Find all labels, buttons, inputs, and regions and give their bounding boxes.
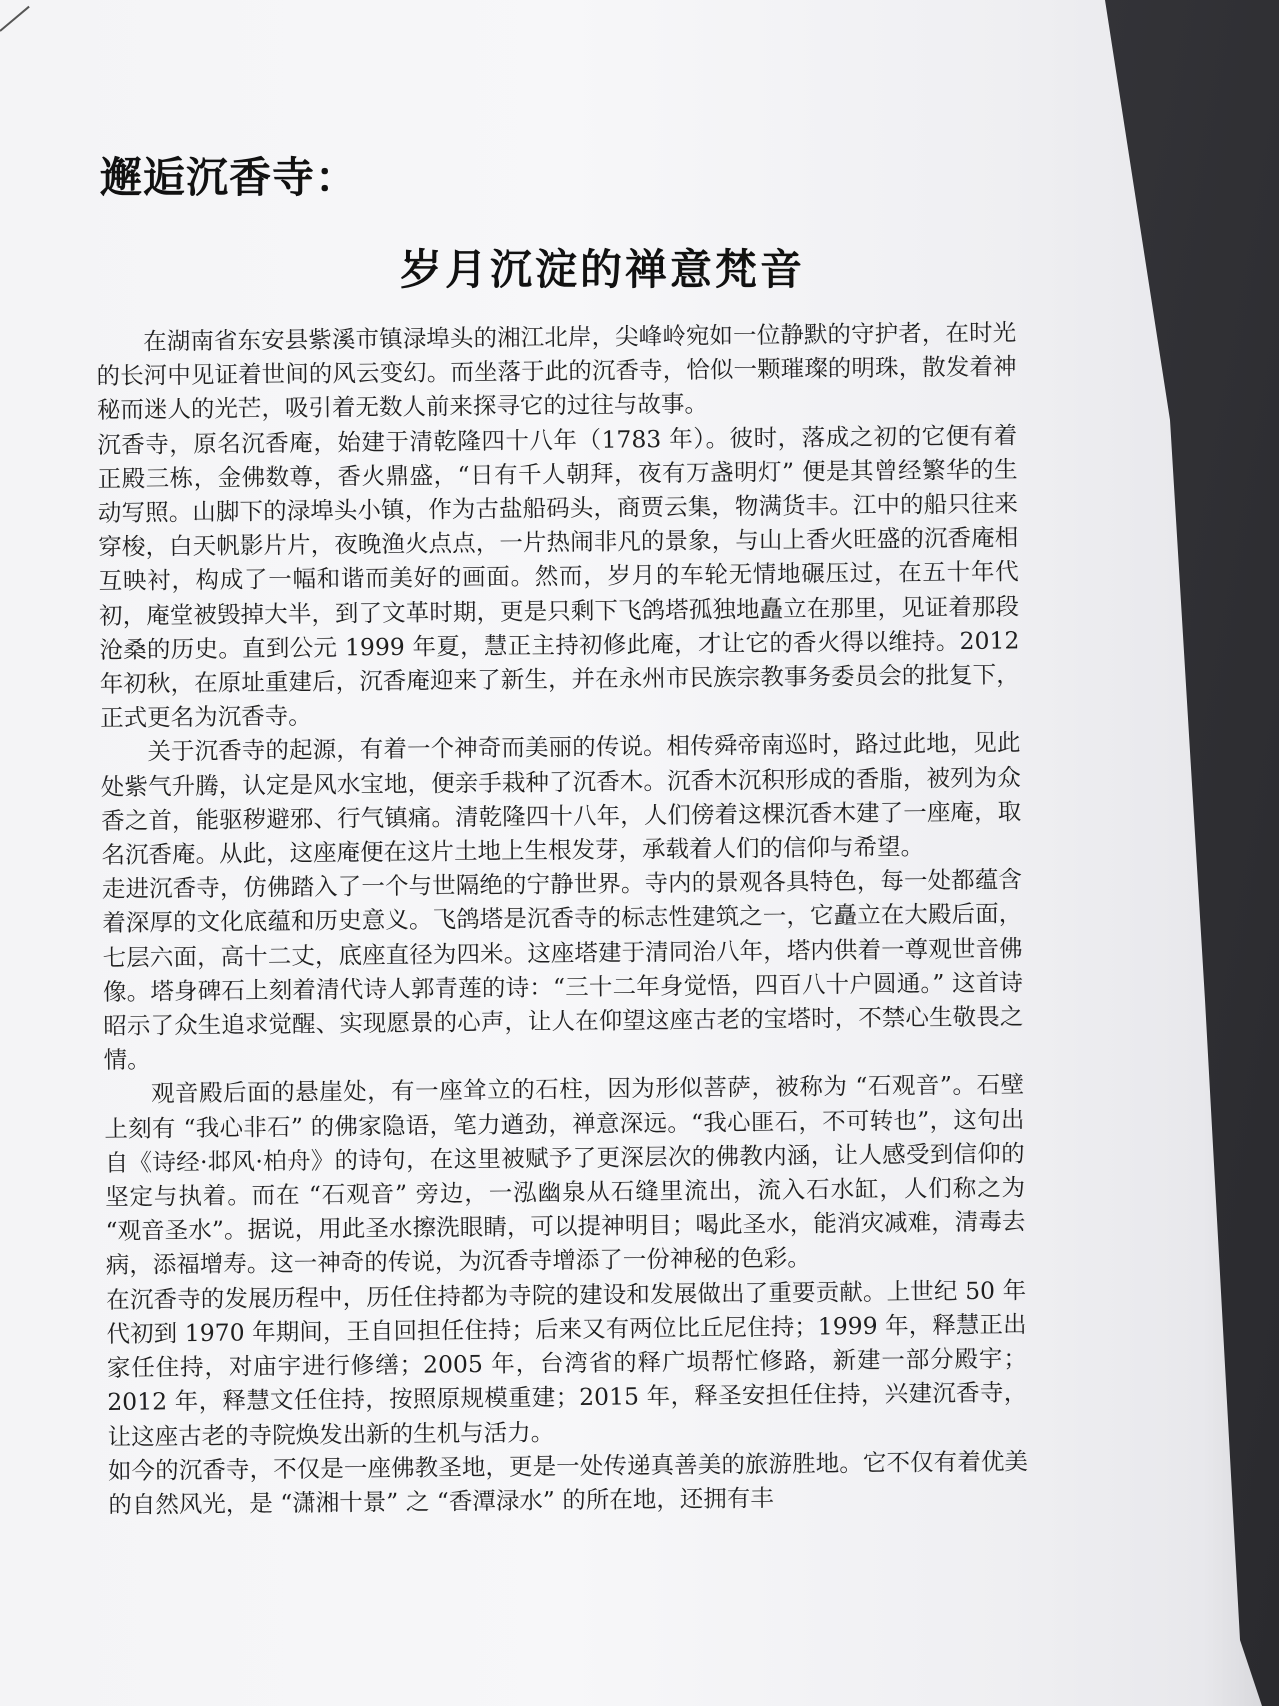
paragraph-6: 在沉香寺的发展历程中，历任住持都为寺院的建设和发展做出了重要贡献。上世纪 50 年代初到 1970 年期间，王自回担任住持；后来又有两位比丘尼住持；1999 年，释慧正出家任住持，对庙宇进行修缮；2005 年，台湾省的释广埙帮忙修路，新建一部分殿宇；2012 年，释慧文任住持，按照原规模重建；2015 年，释圣安担任住持，兴建沉香寺，让这座古老的寺院焕发出新的生机与活力。 [106, 1276, 1028, 1451]
article-body [96, 315, 1028, 1522]
title-line-1: 邂逅沉香寺： [100, 153, 359, 202]
paragraph-1: 在湖南省东安县紫溪市镇渌埠头的湘江北岸，尖峰岭宛如一位静默的守护者，在时光的长河中见证着世间的风云变幻。而坐落于此的沉香寺，恰似一颗璀璨的明珠，散发着神秘而迷人的光芒，吸引着无数人前来探寻它的过往与故事。 [96, 318, 1017, 425]
paragraph-5: 观音殿后面的悬崖处，有一座耸立的石柱，因为形似菩萨，被称为 “石观音”。石壁上刻有 “我心非石” 的佛家隐语，笔力遒劲，禅意深远。“我心匪石，不可转也”，这句出自《诗经·邶风·柏舟》的诗句，在这里被赋予了更深层次的佛教内涵，让人感受到信仰的坚定与执着。而在 “石观音” 旁边，一泓幽泉从石缝里流出，流入石水缸，人们称之为 “观音圣水”。据说，用此圣水擦洗眼睛，可以提神明目；喝此圣水，能消灾减难，清毒去病，添福增寿。这一神奇的传说，为沉香寺增添了一份神秘的色彩。 [104, 1070, 1026, 1280]
title-line-2: 岁月沉淀的禅意梵音 [400, 245, 806, 294]
paragraph-4: 走进沉香寺，仿佛踏入了一个与世隔绝的宁静世界。寺内的景观各具特色，每一处都蕴含着深厚的文化底蕴和历史意义。飞鸽塔是沉香寺的标志性建筑之一，它矗立在大殿后面，七层六面，高十二丈，底座直径为四米。这座塔建于清同治八年，塔内供着一尊观世音佛像。塔身碑石上刻着清代诗人郭青莲的诗：“三十二年身觉悟，四百八十户圆通。” 这首诗昭示了众生追求觉醒、实现愿景的心声，让人在仰望这座古老的宝塔时，不禁心生敬畏之情。 [101, 865, 1024, 1075]
paragraph-3: 关于沉香寺的起源，有着一个神奇而美丽的传说。相传舜帝南巡时，路过此地，见此处紫气升腾，认定是风水宝地，便亲手栽种了沉香木。沉香木沉积形成的香脂，被列为众香之首，能驱秽避邪、行气镇痛。清乾隆四十八年，人们傍着这棵沉香木建了一座庵，取名沉香庵。从此，这座庵便在这片土地上生根发芽，承载着人们的信仰与希望。 [100, 728, 1022, 870]
paragraph-7: 如今的沉香寺，不仅是一座佛教圣地，更是一处传递真善美的旅游胜地。它不仅有着优美的自然风光，是 “潇湘十景” 之 “香潭渌水” 的所在地，还拥有丰 [107, 1447, 1029, 1519]
paragraph-2: 沉香寺，原名沉香庵，始建于清乾隆四十八年（1783 年）。彼时，落成之初的它便有着正殿三栋，金佛数尊，香火鼎盛，“日有千人朝拜，夜有万盏明灯” 便是其曾经繁华的生动写照。山脚下的渌埠头小镇，作为古盐船码头，商贾云集，物满货丰。江中的船只往来穿梭，白天帆影片片，夜晚渔火点点，一片热闹非凡的景象，与山上香火旺盛的沉香庵相互映衬，构成了一幅和谐而美好的画面。然而，岁月的车轮无情地碾压过，在五十年代初，庵堂被毁掉大半，到了文革时期，更是只剩下飞鸽塔孤独地矗立在那里，见证着那段沧桑的历史。直到公元 1999 年夏，慧正主持初修此庵，才让它的香火得以维持。2012 年初秋，在原址重建后，沉香庵迎来了新生，并在永州市民族宗教事务委员会的批复下，正式更名为沉香寺。 [97, 420, 1020, 733]
